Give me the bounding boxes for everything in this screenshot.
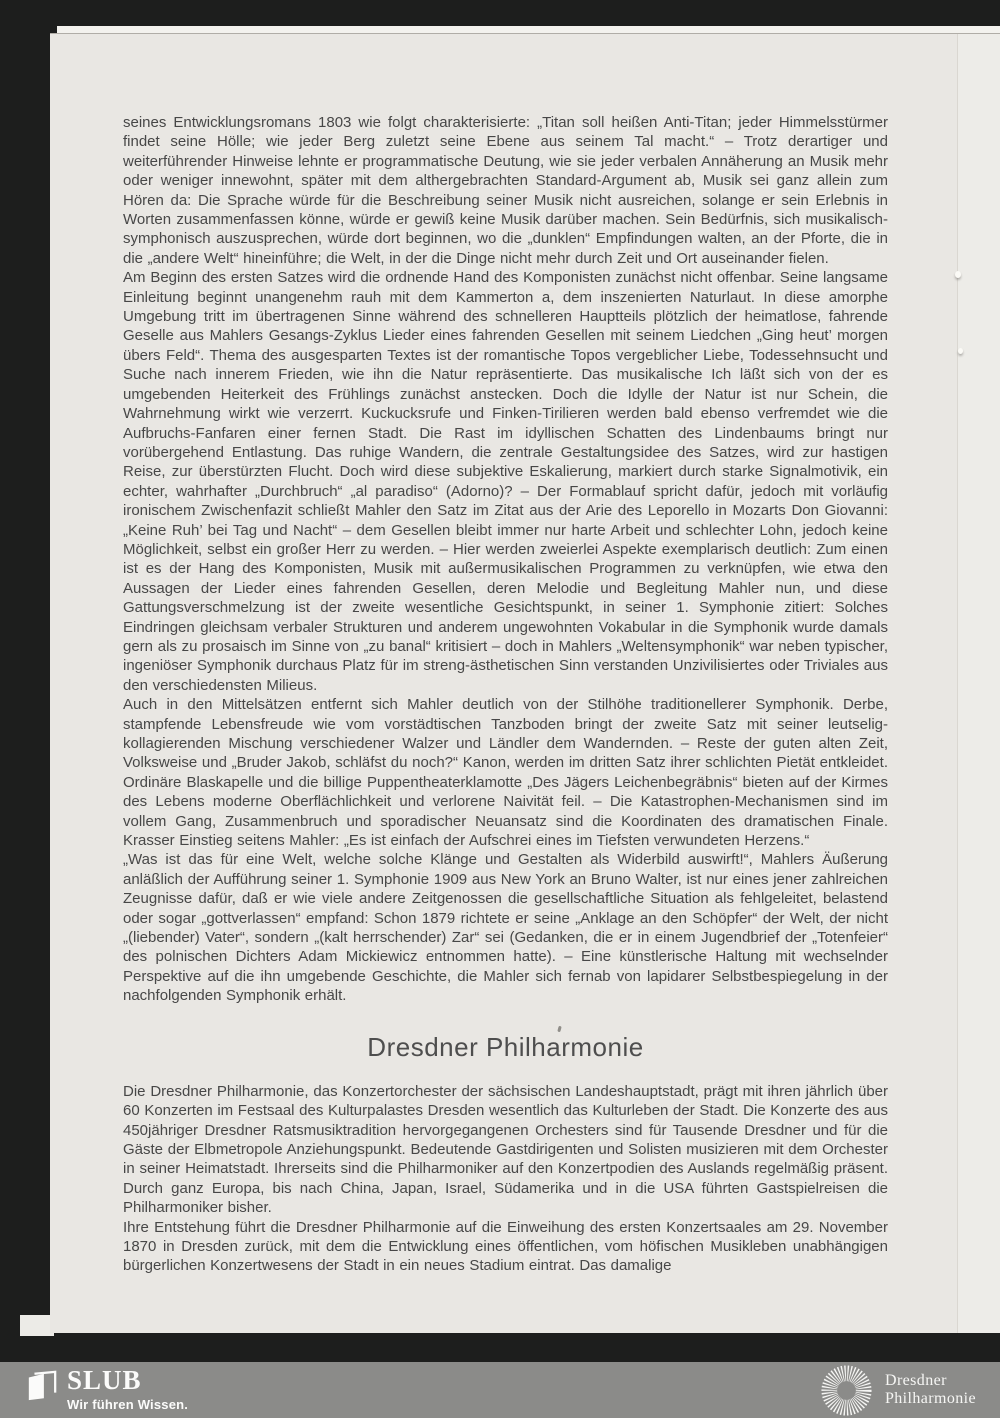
philharmonie-wordmark bbox=[885, 1372, 976, 1409]
philharmonie-line1: Dresdner bbox=[884, 1371, 947, 1389]
sunburst-icon bbox=[819, 1363, 874, 1418]
body-paragraph: Die Dresdner Philharmonie, das Konzertorchester der sächsischen Landeshauptstadt, prägt mit ihren jährlich über 60 Konzerten im Festsaal des Kulturpalastes Dresden wesentlich das Kulturleben der Stadt. Die Konzerte des aus 450jähriger Dresdner Ratsmusiktradition hervorgegangenen Orchesters sind für Tausende Dresdner und für die Gäste der Elbmetropole Anziehungspunkt. Bedeutende Gastdirigenten und Solisten musizieren mit dem Orchester in seiner Heimatstadt. Ihrerseits sind die Philharmoniker auf den Konzertpodien des Auslands regelmäßig präsent. Durch ganz Europa, bis nach China, Japan, Israel, Südamerika und in die USA führten Gastspielreisen die Philharmoniker bisher. bbox=[123, 1082, 888, 1217]
dresdner-philharmonie-logo bbox=[819, 1363, 976, 1418]
body-paragraph: Ihre Entstehung führt die Dresdner Philharmonie auf die Einweihung des ersten Konzertsaales am 29. November 1870 in Dresden zurück, mit dem die Entwicklung eines öffentlichen, vom höfischen Musikleben unabhängigen bürgerlichen Konzertwesens der Stadt in ein neues Stadium eintrat. Das damalige bbox=[123, 1218, 888, 1275]
branding-footer-bar bbox=[0, 1362, 1000, 1418]
slub-logo bbox=[26, 1365, 189, 1412]
slub-book-icon bbox=[26, 1370, 58, 1402]
section-title: Dresdner Philharmonie bbox=[367, 1031, 644, 1062]
body-paragraph: seines Entwicklungsromans 1803 wie folgt charakterisierte: „Titan soll heißen Anti-Titan; jeder Himmelsstürmer findet seine Hölle; wie jeder Berg zuletzt seine Ebene aus seinem Tal macht.“ – Trotz derartiger und weiterführender Hinweise lehnte er programmatische Deutung, wie sie jeder verbalen Annäherung an Musik mehr oder weniger innewohnt, später mit dem althergebrachten Standard-Argument ab, Musik sei ganz allein zum Hören da: Die Sprache würde für die Beschreibung seiner Musik nicht ausreichen, solange er sein Erlebnis in Worten zusammenfassen könne, würde er gewiß keine Musik darüber machen. Sein Bedürfnis, sich musikalisch-symphonisch auszusprechen, würde dort beginnen, wo die „dunklen“ Empfindungen walten, an der Pforte, die in die „andere Welt“ hineinführe; die Welt, in der die Dinge nicht mehr durch Zeit und Ort auseinander fielen. bbox=[123, 114, 888, 267]
page-fold-line bbox=[957, 34, 1000, 1333]
philharmonie-line2: Philharmonie bbox=[884, 1390, 976, 1407]
slub-text-block bbox=[67, 1365, 189, 1412]
staple-mark bbox=[958, 348, 963, 354]
body-paragraph: „Was ist das für eine Welt, welche solche Klänge und Gestalten als Widerbild auswirft!“, Mahlers Äußerung anläßlich der Aufführung seiner 1. Symphonie 1909 aus New York an Bruno Walter, ist nur eines jener zahlreichen Zeugnisse dafür, daß er wie viele andere Zeitgenossen die gesellschaftliche Situation als fehlgeleitet, belastend oder sogar „gottverlassen“ empfand: Schon 1879 richtete er seine „Anklage an den Schöpfer“ der Welt, der nicht „(liebender) Vater“, sondern „(kalt herrschender) Zar“ sei (Gedanken, die er in einem Jugendbrief der „Totenfeier“ des polnischen Dichters Adam Mickiewicz entnommen hatte). – Eine künstlerische Haltung mit wechselnder Perspektive auf die ihn umgebende Geschichte, die Mahler sich fernab von lapidarer Selbstbespiegelung in der nachfolgenden Symphonik erhält. bbox=[123, 851, 888, 1005]
staple-mark bbox=[955, 271, 961, 278]
slub-wordmark: SLUB bbox=[67, 1365, 142, 1395]
page-text-column bbox=[123, 113, 888, 1276]
body-paragraph: Auch in den Mittelsätzen entfernt sich Mahler deutlich von der Stilhöhe traditionellerer Symphonik. Derbe, stampfende Lebensfreude wie vom vorstädtischen Tanzboden bringt der zweite Satz mit seiner leutselig-kollagierenden Mischung verschiedener Walzer und Ländler dem Wandernden. – Reste der guten alten Zeit, Volksweise und „Bruder Jakob, schläfst du noch?“ Kanon, werden im dritten Satz ihrer schlichten Pietät entkleidet. Ordinäre Blaskapelle und die billige Puppentheaterklamotte „Des Jägers Leichenbegräbnis“ bieten auf der Kirmes des Lebens moderne Oberflächlichkeit und verlorene Naivität feil. – Die Katastrophen-Mechanismen sind im vollem Gang, Zusammenbruch und sporadischer Neuansatz sind die Koordinaten des dramatischen Finale. Krasser Einstieg seitens Mahler: „Es ist einfach der Aufschrei eines im Tiefsten verwundeten Herzens.“ bbox=[123, 696, 888, 850]
slub-tagline: Wir führen Wissen. bbox=[67, 1397, 189, 1412]
underlying-page-corner bbox=[20, 1315, 54, 1336]
body-paragraph: Am Beginn des ersten Satzes wird die ordnende Hand des Komponisten zunächst nicht offenbar. Seine langsame Einleitung beginnt unangenehm rauh mit dem Kammerton a, dem inszenierten Naturlaut. In diese amorphe Umgebung tritt im übertragenen Sinne während des schnelleren Hauptteils plötzlich der heimatlose, fahrende Geselle aus Mahlers Gesangs-Zyklus Lieder eines fahrenden Gesellen mit seinem Liedchen „Ging heut’ morgen übers Feld“. Thema des ausgesparten Textes ist der romantische Topos vergeblicher Liebe, Todessehnsucht und Suche nach innerem Frieden, wie ihn die Natur repräsentierte. Das musikalische Ich läßt sich von der es umgebenden Heiterkeit des Frühlings zunächst anstecken. Doch die Idylle der Natur ist nur Schein, die Wahrnehmung wirkt wie verzerrt. Kuckucksrufe und Finken-Tirilieren werden bald ebenso verfremdet wie die Aufbruchs-Fanfaren einer fernen Stadt. Die Rast im idyllischen Schatten des Lindenbaums bringt nur vorübergehend Entlastung. Das ruhige Wandern, die zentrale Gestaltungsidee des Satzes, wird zur hastigen Reise, zur überstürzten Flucht. Doch wird diese subjektive Eskalierung, markiert durch starke Signalmotivik, ein echter, wahrhafter „Durchbruch“ „al paradiso“ (Adorno)? – Der Formablauf spricht dafür, jedoch mit vorläufig ironischem Zwischenfazit schließt Mahler den Satz im Zitat aus der Arie des Leporello in Mozarts Don Giovanni: „Keine Ruh’ bei Tag und Nacht“ – dem Gesellen bleibt immer nur harte Arbeit und schlechter Lohn, jedoch keine Möglichkeit, selbst ein großer Herr zu werden. – Hier werden zweierlei Aspekte exemplarisch deutlich: Zum einen ist es der Hang des Komponisten, Musik mit außermusikalischen Programmen zu verknüpfen, wie etwa den Aussagen der Lieder eines fahrenden Gesellen, deren Melodie und Begleitung Mahler nun, und diese Gattungsverschmelzung ist der zweite wesentliche Gesichtspunkt, in seiner 1. Symphonie zitiert: Solches Eindringen gleichsam verbaler Strukturen und anderem ungewohnten Vokabular in die Symphonik wurde damals gern als zu prosaisch im Sinne von „zu banal“ kritisiert – doch in Mahlers „Weltensymphonik“ war neben typischer, ingeniöser Symphonik durchaus Platz für im streng-ästhetischen Sinn verstanden Unzivilisiertes oder Triviales aus den verschiedensten Milieus. bbox=[123, 269, 888, 694]
scanned-page bbox=[50, 33, 1000, 1333]
